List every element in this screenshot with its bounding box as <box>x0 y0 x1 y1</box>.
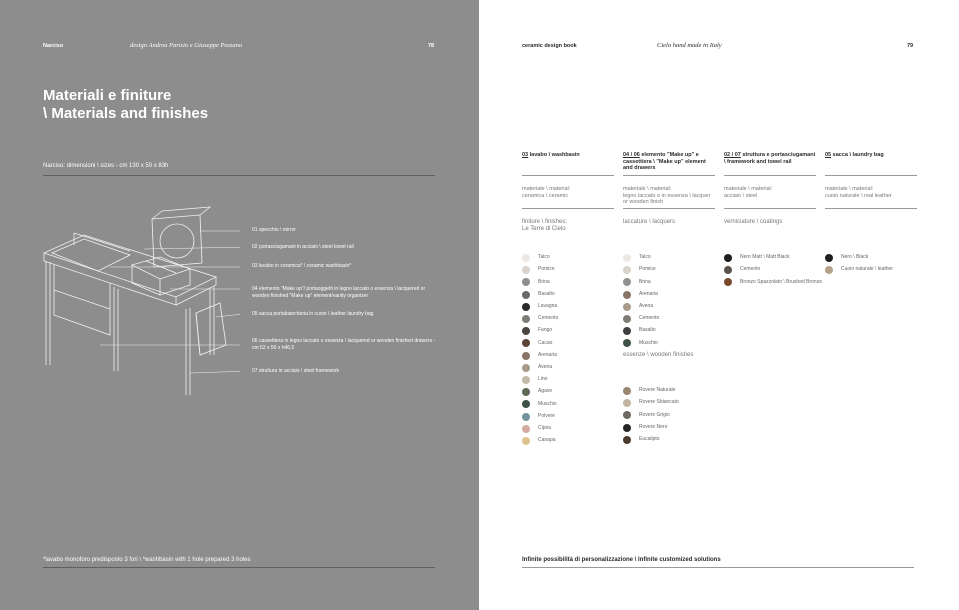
color-swatch <box>825 252 868 264</box>
callout-01: 01 specchio \ mirror <box>252 227 296 233</box>
page-number: 79 <box>907 43 914 49</box>
callout-06: 06 cassettiera in legno laccato o essenza \ lacquered or wooden finished drawers - cm 52 x 50 x h46,5 <box>252 338 436 351</box>
divider <box>724 208 816 209</box>
color-swatch <box>825 264 893 276</box>
column-title: struttura e portasciugamani \ framework and towel rail <box>724 152 816 165</box>
divider <box>522 175 614 176</box>
color-swatch <box>623 409 670 421</box>
wooden-finishes-heading: essenze \ wooden finishes <box>623 352 694 358</box>
color-swatch <box>623 289 658 301</box>
swatch-label: Brina <box>639 278 651 285</box>
swatch-dot <box>522 303 530 311</box>
footer-note: Infinite possibilità di personalizzazione \ Infinite customized solutions <box>522 557 721 563</box>
color-swatch <box>522 337 552 349</box>
swatch-label: Rovere Sbiancato <box>639 399 679 406</box>
divider <box>825 175 917 176</box>
swatch-label: Lavagna <box>538 303 558 310</box>
callout-05: 05 sacca portabiancheria in cuoio \ leather laundry bag <box>252 311 374 317</box>
column-title: elemento "Make up" e cassettiera \ "Make up" element and drawers <box>623 152 706 171</box>
color-swatch <box>522 350 557 362</box>
color-swatch <box>724 276 822 288</box>
divider <box>825 208 917 209</box>
swatch-label: Cemento <box>639 315 660 322</box>
swatch-label: Muschio <box>538 400 557 407</box>
color-swatch <box>522 313 558 325</box>
column-heading <box>724 152 816 173</box>
right-page <box>479 0 959 610</box>
color-swatch <box>623 276 651 288</box>
header-tagline: Cielo hand made in Italy <box>657 42 722 49</box>
color-swatch <box>623 397 679 409</box>
column-heading <box>623 152 715 173</box>
material-text: materiale \ material: cuoio naturale \ real leather <box>825 186 892 199</box>
swatch-dot <box>623 327 631 335</box>
divider <box>522 208 614 209</box>
swatch-dot <box>522 400 530 408</box>
color-swatch <box>623 264 656 276</box>
swatch-label: Agave <box>538 388 553 395</box>
header-designers: design Andrea Parisio e Giuseppe Pezzano <box>130 42 243 49</box>
swatch-dot <box>522 327 530 335</box>
column-number: 02 / 07 <box>724 152 741 158</box>
divider <box>623 175 715 176</box>
swatch-dot <box>623 315 631 323</box>
swatch-dot <box>623 291 631 299</box>
color-swatch <box>724 252 789 264</box>
header-book-name: ceramic design book <box>522 43 577 49</box>
swatch-label: Basalto <box>538 290 555 297</box>
swatch-dot <box>522 376 530 384</box>
swatch-label: Avena <box>639 303 654 310</box>
color-swatch <box>623 313 659 325</box>
color-swatch <box>623 422 667 434</box>
swatch-label: Pomice <box>639 266 656 273</box>
swatch-label: Cemento <box>740 266 761 273</box>
swatch-label: Arenaria <box>538 351 557 358</box>
swatch-label: Cemento <box>538 315 559 322</box>
swatch-dot <box>522 425 530 433</box>
column-title: sacca \ laundry bag <box>832 152 884 158</box>
material-column <box>825 152 917 209</box>
swatch-label: Canapa <box>538 437 556 444</box>
swatch-dot <box>623 303 631 311</box>
column-number: 04 / 06 <box>623 152 640 158</box>
swatch-dot <box>623 411 631 419</box>
swatch-dot <box>623 399 631 407</box>
material-text: materiale \ material: legno laccato o in essenza \ lacquer or wooden finish <box>623 186 711 205</box>
column-heading <box>522 152 614 173</box>
header-product-name: Narciso <box>43 43 64 49</box>
color-swatch <box>522 276 550 288</box>
swatch-dot <box>522 254 530 262</box>
color-swatch <box>522 398 557 410</box>
left-page <box>0 0 479 610</box>
divider <box>623 208 715 209</box>
color-swatch <box>522 435 556 447</box>
swatch-dot <box>522 364 530 372</box>
swatch-dot <box>623 266 631 274</box>
color-swatch <box>522 264 555 276</box>
swatch-label: Talco <box>639 254 651 261</box>
color-swatch <box>623 301 653 313</box>
swatch-dot <box>623 436 631 444</box>
swatch-label: Rovere Nero <box>639 423 668 430</box>
swatch-label: Cipria <box>538 425 552 432</box>
material-column <box>724 152 816 226</box>
swatch-label: Fango <box>538 327 553 334</box>
color-swatch <box>522 289 555 301</box>
swatch-label: Bronzo Spazzolato \ Brushed Bronze <box>740 278 822 285</box>
color-swatch <box>623 434 660 446</box>
color-swatch <box>522 374 547 386</box>
callout-07: 07 struttura in acciaio \ steel framework <box>252 368 339 374</box>
color-swatch <box>522 301 557 313</box>
footer-divider <box>43 567 435 568</box>
color-swatch <box>522 386 552 398</box>
material-column <box>623 152 715 226</box>
footer-divider <box>522 567 914 568</box>
swatch-dot <box>623 387 631 395</box>
swatch-dot <box>522 339 530 347</box>
swatch-dot <box>522 352 530 360</box>
swatch-label: Polvere <box>538 412 555 419</box>
divider <box>724 175 816 176</box>
color-swatch <box>522 362 552 374</box>
color-swatch <box>522 325 552 337</box>
callout-04: 04 elemento "Make up"/ portaoggetti in legno laccato o essenza \ lacquered or wooden finished "Make up" element/vanity organizer <box>252 286 426 299</box>
swatch-label: Eucalipto <box>639 436 660 443</box>
swatch-dot <box>623 254 631 262</box>
swatch-dot <box>825 254 833 262</box>
swatch-label: Rovere Naturale <box>639 387 676 394</box>
dimensions-subtitle: Narciso: dimensioni \ sizes - cm 130 x 50 x 83h <box>43 163 169 169</box>
callout-03: 03 lavabo in ceramica* \ ceramic washbasin* <box>252 263 352 269</box>
finishes-heading: finiture \ finishes: Le Terre di Cielo <box>522 219 568 232</box>
vanity-line-drawing <box>40 205 240 400</box>
swatch-dot <box>522 278 530 286</box>
swatch-dot <box>522 437 530 445</box>
page-number: 78 <box>428 43 435 49</box>
color-swatch <box>522 252 550 264</box>
finishes-heading: laccature \ lacquers <box>623 219 676 225</box>
swatch-label: Rovere Grigio <box>639 411 670 418</box>
color-swatch <box>724 264 760 276</box>
swatch-dot <box>522 413 530 421</box>
swatch-dot <box>522 266 530 274</box>
swatch-label: Arenaria <box>639 290 658 297</box>
material-text: materiale \ material: ceramica \ ceramic <box>522 186 571 199</box>
swatch-dot <box>623 278 631 286</box>
divider <box>43 175 435 176</box>
swatch-dot <box>623 424 631 432</box>
swatch-label: Pomice <box>538 266 555 273</box>
swatch-label: Talco <box>538 254 550 261</box>
swatch-dot <box>623 339 631 347</box>
color-swatch <box>522 411 555 423</box>
column-number: 05 <box>825 152 832 158</box>
column-heading <box>825 152 917 173</box>
swatch-dot <box>825 266 833 274</box>
swatch-dot <box>522 291 530 299</box>
swatch-label: Nero Matt \ Matt Black <box>740 254 790 261</box>
color-swatch <box>522 423 551 435</box>
finishes-heading: verniciature \ coatings <box>724 219 783 225</box>
color-swatch <box>623 252 651 264</box>
swatch-dot <box>522 315 530 323</box>
swatch-dot <box>724 254 732 262</box>
color-swatch <box>623 385 675 397</box>
column-number: 03 <box>522 152 529 158</box>
swatch-dot <box>522 388 530 396</box>
page-title: Materiali e finiture \ Materials and finishes <box>43 87 209 122</box>
swatch-label: Basalto <box>639 327 656 334</box>
swatch-label: Muschio <box>639 339 658 346</box>
swatch-label: Nero \ Black <box>841 254 869 261</box>
swatch-label: Lino <box>538 376 548 383</box>
color-swatch <box>623 325 656 337</box>
swatch-label: Cacao <box>538 339 553 346</box>
material-column <box>522 152 614 233</box>
material-text: materiale \ material: acciaio \ steel <box>724 186 773 199</box>
color-swatch <box>623 337 658 349</box>
swatch-label: Avena <box>538 364 553 371</box>
callout-02: 02 portasciugamani in acciaio \ steel towel rail <box>252 244 354 250</box>
column-title: lavabo \ washbasin <box>529 152 580 158</box>
swatch-dot <box>724 266 732 274</box>
footer-note: *lavabo monoforo predisposto 3 fori \ *washbasin with 1 hole prepared 3 holes <box>43 557 251 563</box>
swatch-dot <box>724 278 732 286</box>
swatch-label: Brina <box>538 278 550 285</box>
swatch-label: Cuoio naturale \ leather <box>841 266 893 273</box>
